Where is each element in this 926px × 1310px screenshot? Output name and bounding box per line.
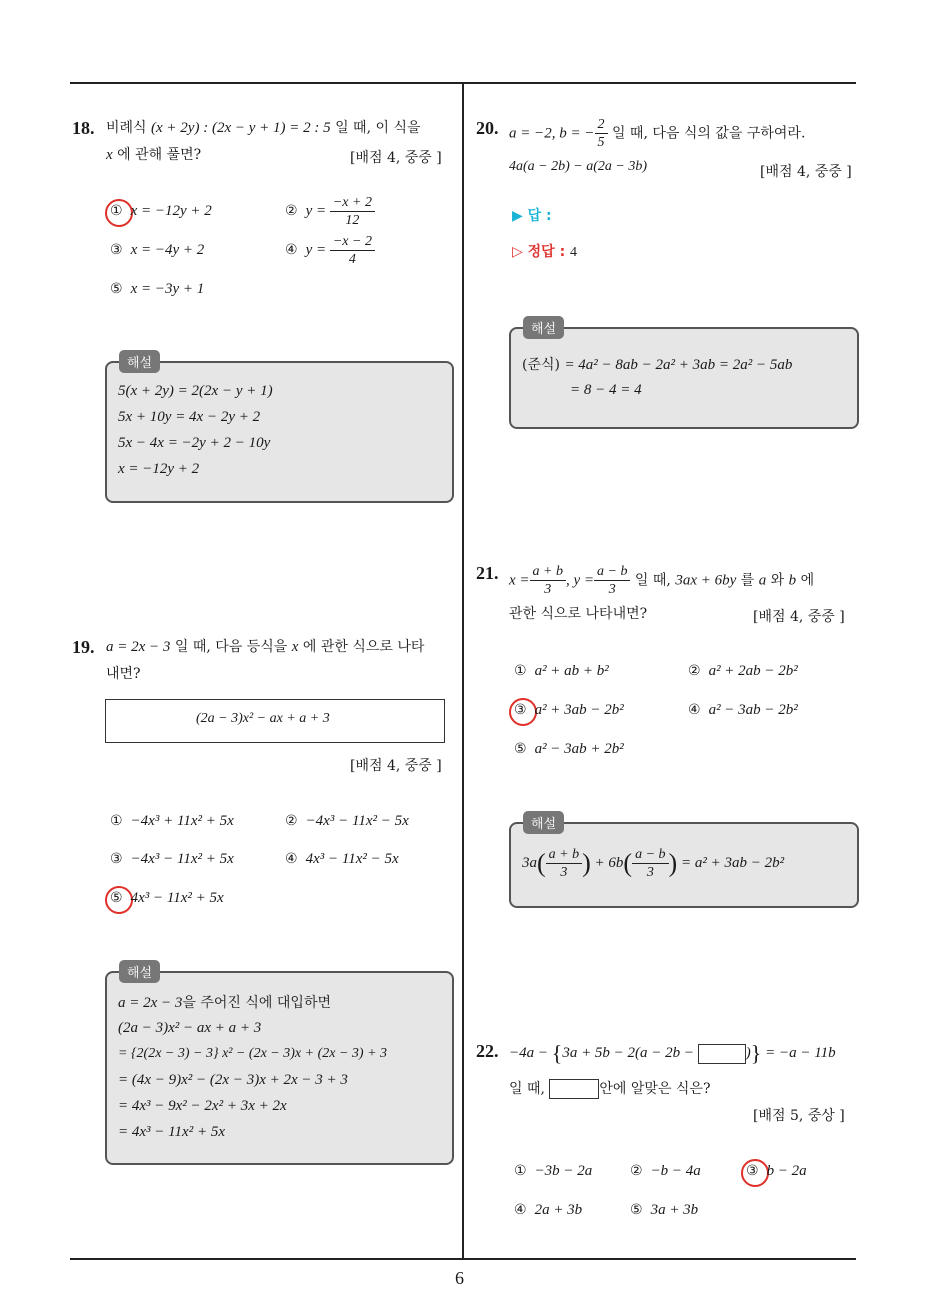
q18-sol-line-2: 5x + 10y = 4x − 2y + 2 [118, 409, 261, 425]
column-divider [462, 84, 464, 1258]
q19-option-5[interactable]: ⑤ 4x³ − 11x² + 5x [110, 890, 224, 906]
q19-sol-line-6: = 4x³ − 11x² + 5x [118, 1124, 225, 1140]
q20-correct-label: ▷ 정답 : 4 [512, 244, 578, 260]
q19-expression: (2a − 3)x² − ax + a + 3 [196, 711, 330, 726]
q22-blank-box [698, 1044, 746, 1064]
q18-option-1[interactable]: ① x = −12y + 2 [110, 203, 212, 219]
q20-solution-tag: 해설 [523, 316, 564, 339]
q21-option-2[interactable]: ② a² + 2ab − 2b² [688, 663, 798, 679]
q19-sol-line-3: = {2(2x − 3) − 3} x² − (2x − 3)x + (2x − 3) + 3 [118, 1046, 388, 1061]
q19-number: 19. [72, 637, 95, 657]
bottom-rule [70, 1258, 856, 1260]
q22-score: [배점 5, 중상 ] [753, 1108, 845, 1124]
q18-sol-line-1: 5(x + 2y) = 2(2x − y + 1) [118, 383, 273, 399]
q21-option-4[interactable]: ④ a² − 3ab − 2b² [688, 702, 798, 718]
q21-solution-tag: 해설 [523, 811, 564, 834]
q20-score: [배점 4, 중중 ] [760, 164, 852, 180]
q20-sol-line-2: = 8 − 4 = 4 [570, 382, 642, 398]
q22-line1: −4a − {3a + 5b − 2(a − 2b − )} = −a − 11b [509, 1040, 836, 1066]
q20-answer-label: ▶ 답 : [512, 208, 552, 224]
q19-option-3[interactable]: ③ −4x³ − 11x² + 5x [110, 851, 234, 867]
q18-option-2[interactable]: ② y = $\frac{-x + 2}{12}$ [285, 194, 375, 229]
q21-option-3[interactable]: ③ a² + 3ab − 2b² [514, 702, 624, 718]
q20-number: 20. [476, 118, 499, 138]
q22-option-3[interactable]: ③ b − 2a [746, 1163, 807, 1179]
q21-line2: 관한 식으로 나타내면? [509, 606, 648, 622]
q18-line2: x 에 관해 풀면? [106, 147, 202, 163]
q18-sol-line-3: 5x − 4x = −2y + 2 − 10y [118, 435, 271, 451]
q20-solution-box [509, 327, 859, 429]
q19-option-4[interactable]: ④ 4x³ − 11x² − 5x [285, 851, 399, 867]
q22-option-4[interactable]: ④ 2a + 3b [514, 1202, 583, 1218]
q18-option-4[interactable]: ④ y = $\frac{-x - 2}{4}$ [285, 233, 375, 268]
q20-line1: a = −2, b = − $\frac{2}{5}$ 일 때, 다음 식의 값을 구하여라. [509, 117, 806, 150]
q22-blank-box-2 [549, 1079, 599, 1099]
q20-fraction: $\frac{2}{5}$ [595, 116, 608, 151]
q20-sol-line-1: (준식) = 4a² − 8ab − 2a² + 3ab = 2a² − 5ab [522, 357, 793, 373]
q19-option-1[interactable]: ① −4x³ + 11x² + 5x [110, 813, 234, 829]
q18-option-3[interactable]: ③ x = −4y + 2 [110, 242, 205, 258]
q21-score: [배점 4, 중중 ] [753, 609, 845, 625]
q19-sol-line-1: a = 2x − 3을 주어진 식에 대입하면 [118, 995, 331, 1011]
q21-number: 21. [476, 563, 499, 583]
q18-sol-line-4: x = −12y + 2 [118, 461, 200, 477]
q19-solution-tag: 해설 [119, 960, 160, 983]
q22-option-2[interactable]: ② −b − 4a [630, 1163, 701, 1179]
q18-option-5[interactable]: ⑤ x = −3y + 1 [110, 281, 205, 297]
q19-sol-line-4: = (4x − 9)x² − (2x − 3)x + 2x − 3 + 3 [118, 1072, 348, 1088]
q22-line2: 일 때, 안에 알맞은 식은? [509, 1081, 711, 1097]
q22-number: 22. [476, 1041, 499, 1061]
q18-number: 18. [72, 118, 95, 138]
q18-line1: 비례식 (x + 2y) : (2x − y + 1) = 2 : 5 일 때, 이 식을 [106, 120, 421, 136]
q19-sol-line-5: = 4x³ − 9x² − 2x² + 3x + 2x [118, 1098, 287, 1114]
q19-score: [배점 4, 중중 ] [350, 758, 442, 774]
q20-expression: 4a(a − 2b) − a(2a − 3b) [509, 159, 647, 174]
page-number: 6 [455, 1268, 464, 1288]
q19-sol-line-2: (2a − 3)x² − ax + a + 3 [118, 1020, 262, 1036]
q19-line1: a = 2x − 3 일 때, 다음 등식을 x 에 관한 식으로 나타 [106, 639, 425, 655]
q19-line2: 내면? [106, 666, 141, 682]
q22-option-5[interactable]: ⑤ 3a + 3b [630, 1202, 699, 1218]
q18-score: [배점 4, 중중 ] [350, 150, 442, 166]
q21-line1: x = $\frac{a + b}{3}$ , y = $\frac{a - b}{3}$ 일 때, 3ax + 6by 를 a 와 b 에 [509, 564, 815, 597]
q21-option-5[interactable]: ⑤ a² − 3ab + 2b² [514, 741, 624, 757]
q18-solution-tag: 해설 [119, 350, 160, 373]
q21-solution-expression: 3a( $\frac{a + b}{3}$ ) + 6b( $\frac{a - b}{3}$ ) = a² + 3ab − 2b² [522, 847, 785, 880]
q22-option-1[interactable]: ① −3b − 2a [514, 1163, 593, 1179]
q19-option-2[interactable]: ② −4x³ − 11x² − 5x [285, 813, 409, 829]
q21-option-1[interactable]: ① a² + ab + b² [514, 663, 609, 679]
